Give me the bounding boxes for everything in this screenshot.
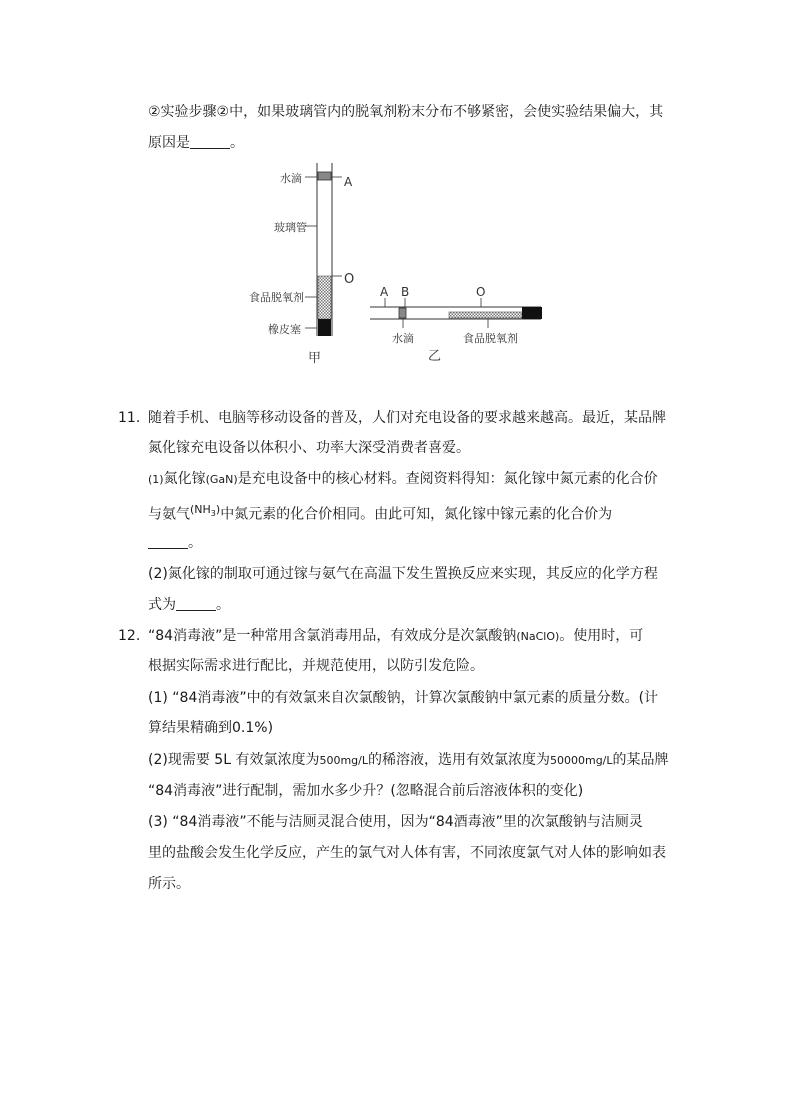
q11-nh3-formula: (NH3) [190,503,221,519]
q11-part2-line-2 [148,595,230,615]
q12-number: 12. [118,628,141,644]
q12-part3-line-2: 里的盐酸会发生化学反应，产生的氯气对人体有害，不同浓度氯气对人体的影响如表 [148,845,666,861]
yi-label-deoxidizer: 食品脱氧剂 [463,332,518,345]
q11-part1-text-b: 是充电设备中的核心材料。查阅资料得知：氮化镓中氮元素的化合价 [237,471,658,487]
figure-yi [370,285,542,364]
q12-part1-line-1: (1) “84消毒液”中的有效氯来自次氯酸钠，计算次氯酸钠中氯元素的质量分数。(计 [148,690,659,706]
yi-deoxidizer [449,312,522,318]
prev-question-line-1: ②实验步骤②中，如果玻璃管内的脱氧剂粉末分布不够紧密，会使实验结果偏大，其 [148,104,664,120]
q11-intro-line-2: 氮化镓充电设备以体积小、功率大深受消费者喜爱。 [148,440,470,456]
q12-part2-text-b: 的稀溶液，选用有效氯浓度为 [367,752,550,768]
answer-blank [176,596,216,611]
q12-part2-text-a: (2)现需要 5L 有效氯浓度为 [148,752,320,768]
experiment-figure [0,0,790,400]
figure-jia [249,163,354,366]
answer-blank [148,534,188,549]
jia-label-water-drop: 水滴 [280,172,302,185]
q11-part1-line-3 [148,533,202,553]
prev-question-end: 。 [230,135,244,151]
q12-intro-line-2: 根据实际需求进行配比，并规范使用，以防引发危险。 [148,658,484,674]
jia-label-glass-tube: 玻璃管 [274,221,307,234]
q11-part1-line-1 [148,469,658,490]
q12-part1-line-2: 算结果精确到0.1%) [148,720,274,736]
jia-label-deoxidizer: 食品脱氧剂 [249,291,304,304]
q11-part1-text-c: 与氨气 [148,506,190,523]
q11-part2-line-1: (2)氮化镓的制取可通过镓与氨气在高温下发生置换反应来实现，其反应的化学方程 [148,566,658,582]
q11-part1-end: 。 [188,535,202,551]
q12-part2-text-c: 的某品牌 [612,752,669,768]
yi-water-drop [399,308,406,318]
yi-label-O: O [476,285,486,299]
caption-jia: 甲 [308,351,322,366]
q12-intro-text-a: “84消毒液”是一种常用含氯消毒用品，有效成分是次氯酸钠 [148,628,517,644]
jia-deoxidizer [318,276,331,319]
jia-label-rubber-stopper: 橡皮塞 [268,323,301,336]
q11-gan-formula: (GaN) [205,473,238,486]
q11-number: 11. [118,410,141,426]
yi-label-B: B [401,285,410,299]
q11-part2-text: 式为 [148,597,176,613]
jia-label-A: A [344,175,353,189]
q11-intro-line-1: 随着手机、电脑等移动设备的普及，人们对充电设备的要求越来越高。最近，某品牌 [148,410,666,426]
q11-part1-text-a: 氮化镓 [163,471,206,487]
q12-intro-text-b: 。使用时，可 [559,628,644,644]
q11-part1-prefix: (1) [148,473,164,486]
q11-nh3-main: NH [194,503,211,516]
q11-part2-end: 。 [216,597,230,613]
yi-label-water-drop: 水滴 [392,332,414,345]
jia-label-O: O [344,272,355,287]
q12-part3-line-3: 所示。 [148,876,190,892]
q12-part3-line-1: (3) “84消毒液”不能与洁厕灵混合使用，因为“84酒毒液”里的次氯酸钠与洁厕灵 [148,814,643,830]
yi-label-A: A [380,285,389,299]
prev-question-text: 原因是 [148,135,190,151]
q11-nh3-sub: 3 [210,509,216,519]
q12-part2-line-1 [148,750,669,771]
q12-concentration-1: 500mg/L [319,754,368,767]
q12-naclo-formula: (NaClO) [516,630,560,643]
q12-intro-line-1 [148,626,643,647]
yi-rubber-stopper [522,307,542,319]
q11-part1-text-d: 中氮元素的化合价相同。由此可知，氮化镓中镓元素的化合价为 [220,506,613,523]
jia-water-drop [318,172,331,180]
q11-part1-line-2 [148,500,612,525]
q12-part2-line-2: “84消毒液”进行配制，需加水多少升？(忽略混合前后溶液体积的变化) [148,783,584,799]
jia-rubber-stopper [318,319,331,336]
caption-yi: 乙 [428,349,442,364]
q12-concentration-2: 50000mg/L [549,754,613,767]
